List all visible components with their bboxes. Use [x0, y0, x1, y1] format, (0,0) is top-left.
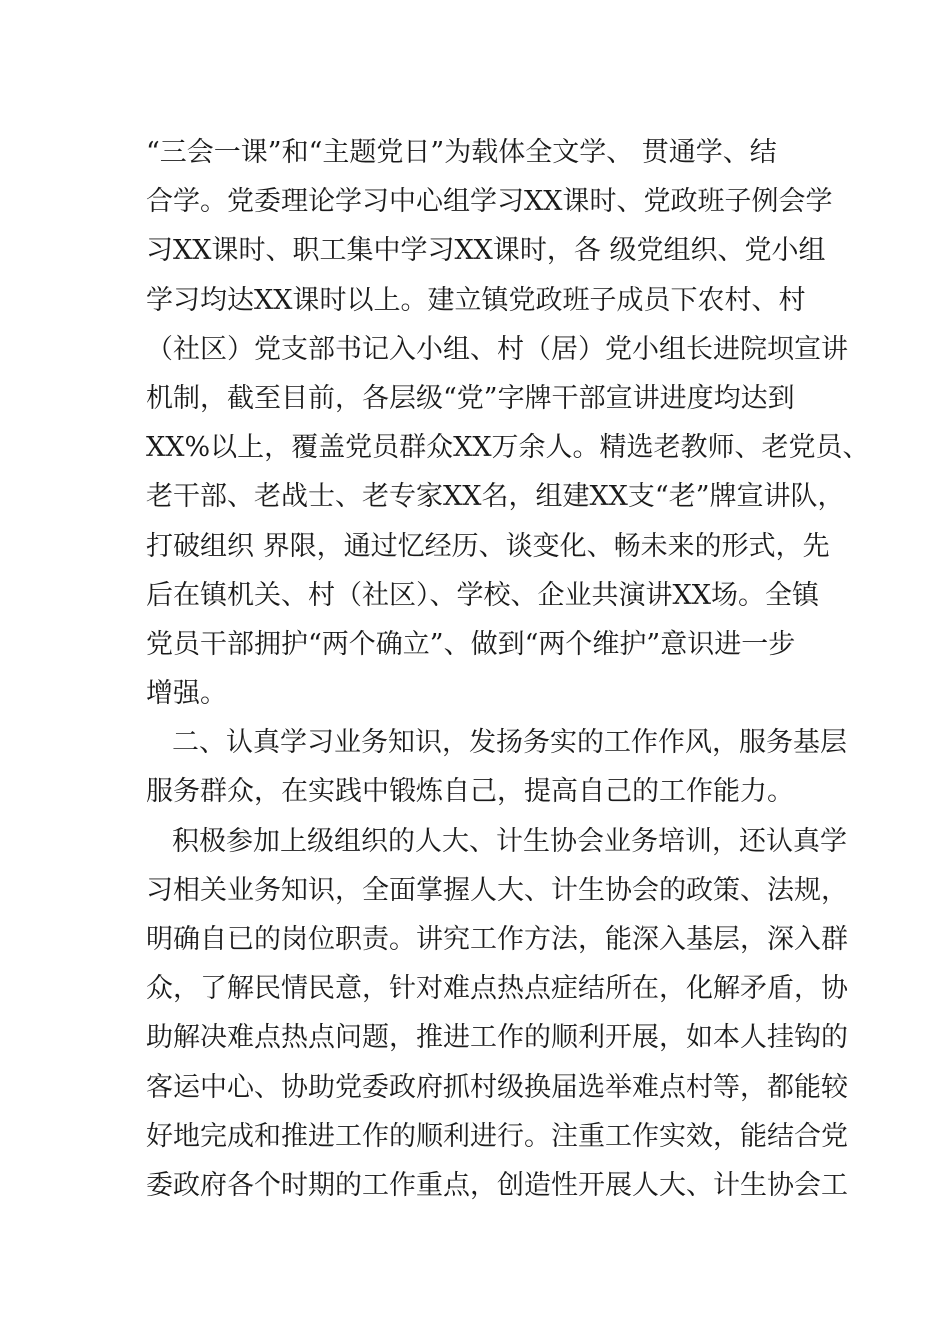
text-line: 客运中心、协助党委政府抓村级换届选举难点村等，都能较: [146, 1071, 848, 1103]
text-line: 习XX课时、职工集中学习XX课时，各 级党组织、党小组: [146, 235, 826, 267]
text-line: 助解决难点热点问题，推进工作的顺利开展，如本人挂钩的: [146, 1022, 848, 1054]
text-line: 老干部、老战士、老专家XX名，组建XX支“老”牌宣讲队，: [146, 481, 845, 513]
text-line: 党员干部拥护“两个确立”、做到“两个维护”意识进一步: [146, 628, 796, 660]
text-line: 好地完成和推进工作的顺利进行。注重工作实效，能结合党: [146, 1120, 848, 1152]
text-line: 增强。: [146, 678, 227, 710]
text-line: 打破组织 界限，通过忆经历、谈变化、畅未来的形式，先: [146, 530, 830, 562]
text-line: 机制，截至目前，各层级“党”字牌干部宣讲进度均达到: [146, 382, 795, 414]
text-line: 合学。党委理论学习中心组学习XX课时、党政班子例会学: [146, 186, 833, 218]
text-line: 委政府各个时期的工作重点，创造性开展人大、计生协会工: [146, 1169, 848, 1201]
text-line: 学习均达XX课时以上。建立镇党政班子成员下农村、村: [146, 284, 806, 316]
section-heading-line: 二、认真学习业务知识，发扬务实的工作作风，服务基层: [172, 727, 847, 759]
text-line: “三会一课”和“主题党日”为载体全文学、 贯通学、结: [146, 137, 777, 168]
body-text: [146, 128, 870, 1210]
text-line: 后在镇机关、村（社区）、学校、企业共演讲XX场。全镇: [146, 579, 819, 611]
text-line: 众，了解民情民意，针对难点热点症结所在，化解矛盾，协: [146, 973, 848, 1005]
text-line: XX%以上，覆盖党员群众XX万余人。精选老教师、老党员、: [146, 432, 870, 464]
section-heading-line: 服务群众，在实践中锻炼自己，提高自己的工作能力。: [146, 776, 794, 808]
text-line: 明确自已的岗位职责。讲究工作方法，能深入基层，深入群: [146, 924, 848, 955]
text-line: 习相关业务知识，全面掌握人大、计生协会的政策、法规，: [146, 874, 848, 906]
text-line: （社区）党支部书记入小组、村（居）党小组长进院坝宣讲: [146, 333, 848, 365]
text-line: 积极参加上级组织的人大、计生协会业务培训，还认真学: [172, 825, 847, 857]
